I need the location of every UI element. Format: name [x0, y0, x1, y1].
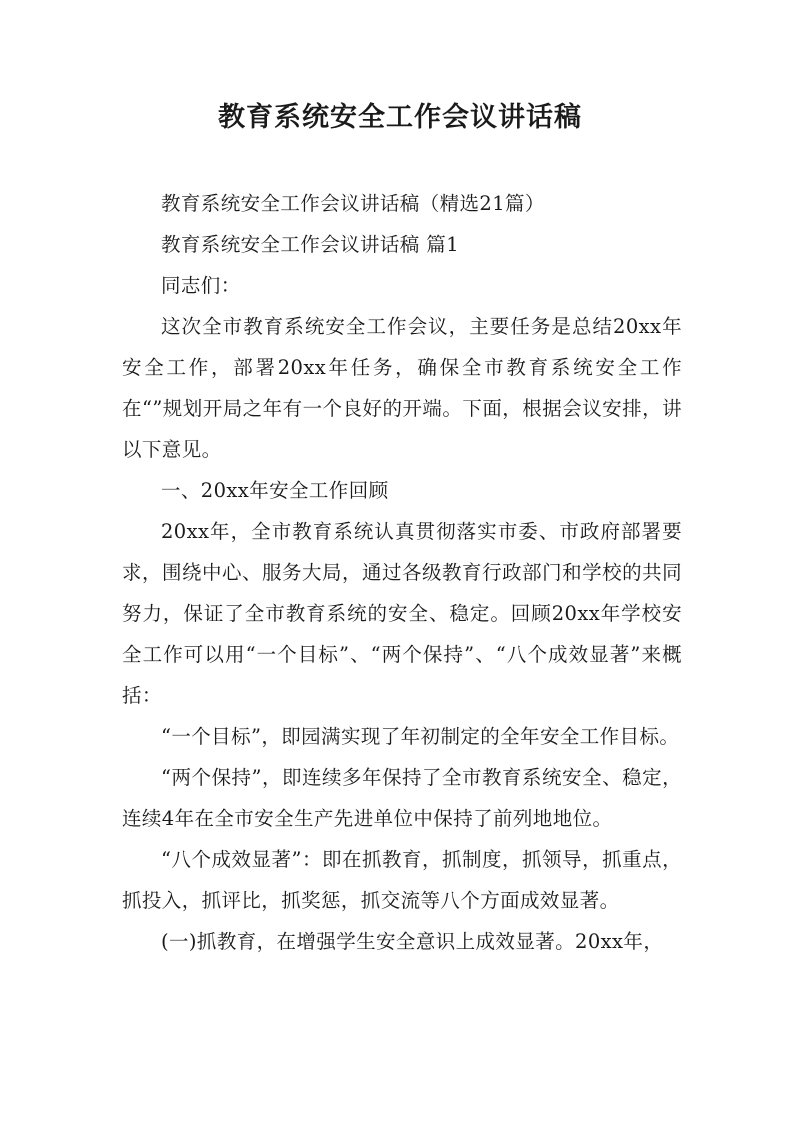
document-body — [122, 183, 682, 962]
body-paragraph: 这次全市教育系统安全工作会议，主要任务是总结20xx年安全工作，部署20xx年任务，确保全市教育系统安全工作在“”规划开局之年有一个良好的开端。下面，根据会议安排，讲以下意见。 — [122, 315, 682, 461]
document-title: 教育系统安全工作会议讲话稿 — [218, 102, 582, 133]
section-heading: 教育系统安全工作会议讲话稿 篇1 — [161, 233, 460, 256]
subtitle-paragraph: 教育系统安全工作会议讲话稿（精选21篇） — [161, 192, 545, 215]
body-paragraph: (一)抓教育，在增强学生安全意识上成效显著。20xx年， — [161, 930, 664, 953]
body-paragraph: “一个目标”，即园满实现了年初制定的全年安全工作目标。 — [161, 725, 680, 748]
body-paragraph: 20xx年，全市教育系统认真贯彻落实市委、市政府部署要求，围绕中心、服务大局，通过各级教育行政部门和学校的共同努力，保证了全市教育系统的安全、稳定。回顾20xx年学校安全工作可以用“一个目标”、“两个保持”、“八个成效显著”来概括： — [122, 520, 682, 707]
salutation: 同志们： — [161, 274, 241, 297]
section-heading: 一、20xx年安全工作回顾 — [161, 479, 389, 502]
body-paragraph: “八个成效显著”：即在抓教育，抓制度，抓领导，抓重点，抓投入，抓评比，抓奖惩，抓交流等八个方面成效显著。 — [122, 848, 682, 912]
body-paragraph: “两个保持”，即连续多年保持了全市教育系统安全、稳定，连续4年在全市安全生产先进单位中保持了前列地地位。 — [122, 766, 682, 830]
